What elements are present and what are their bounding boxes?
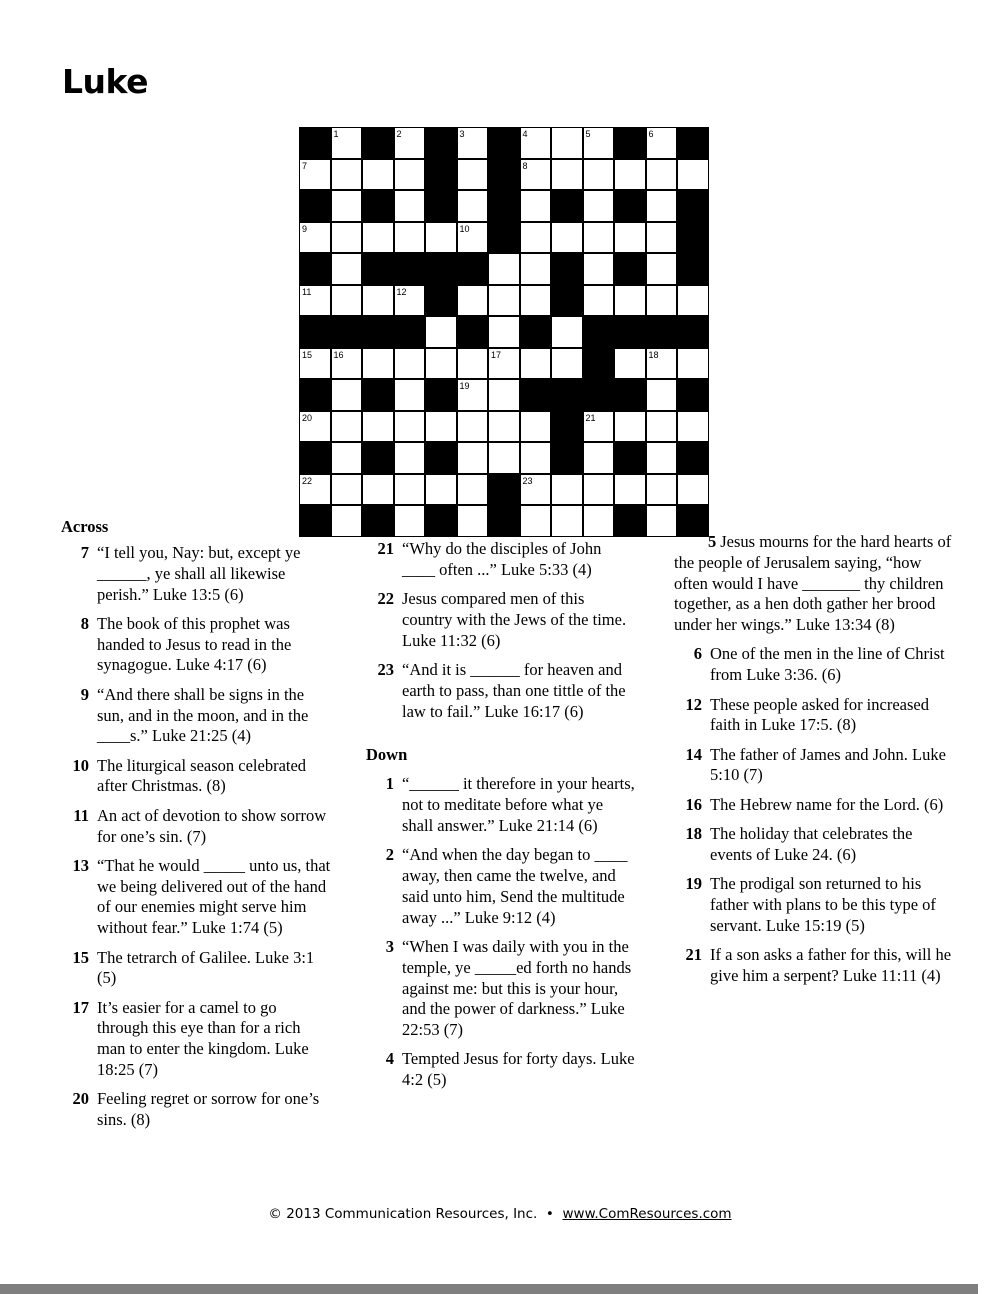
grid-cell[interactable]	[678, 349, 708, 379]
clue-number: 11	[73, 805, 89, 825]
grid-block	[363, 380, 393, 410]
cell-number: 8	[522, 160, 528, 171]
clue-item	[366, 774, 638, 836]
clue-text: The holiday that celebrates the events of Luke 24. (6)	[710, 824, 913, 864]
clue-column-3	[674, 532, 954, 995]
grid-block	[300, 380, 330, 410]
clue-number: 6	[693, 644, 702, 664]
clue-number: 16	[685, 794, 702, 814]
clue-column-2	[366, 539, 638, 1100]
grid-cell[interactable]	[521, 223, 551, 253]
grid-cell[interactable]	[458, 223, 488, 253]
grid-cell[interactable]	[521, 191, 551, 221]
grid-cell[interactable]	[584, 160, 614, 190]
grid-cell[interactable]	[678, 160, 708, 190]
grid-block	[426, 380, 456, 410]
grid-cell[interactable]	[647, 506, 677, 536]
grid-cell[interactable]	[426, 475, 456, 505]
clue-text: “And when the day began to ____ away, then came the twelve, and said unto him, Send the multitude away ...” Luke 9:12 (4)	[402, 845, 628, 927]
grid-cell[interactable]	[647, 286, 677, 316]
grid-block	[552, 380, 582, 410]
grid-cell[interactable]	[363, 412, 393, 442]
clue-text: The prodigal son returned to his father with plans to be this type of servant. Luke 15:19 (5)	[710, 874, 936, 935]
grid-block	[584, 317, 614, 347]
clue-number: 21	[377, 539, 394, 558]
clue-number: 14	[685, 744, 702, 764]
down-heading: Down	[366, 745, 408, 765]
clue-item	[674, 644, 954, 686]
clue-item	[674, 795, 954, 816]
grid-cell[interactable]	[584, 191, 614, 221]
cell-number: 17	[491, 349, 502, 360]
grid-block	[584, 380, 614, 410]
clue-text: Tempted Jesus for forty days. Luke 4:2 (5)	[402, 1049, 635, 1090]
grid-cell[interactable]	[647, 191, 677, 221]
grid-cell[interactable]	[647, 128, 677, 158]
grid-cell[interactable]	[552, 349, 582, 379]
grid-cell[interactable]	[363, 223, 393, 253]
clue-number: 23	[377, 659, 394, 679]
grid-cell[interactable]	[332, 349, 362, 379]
grid-cell[interactable]	[584, 475, 614, 505]
clue-item	[366, 845, 638, 928]
grid-cell[interactable]	[521, 412, 551, 442]
grid-cell[interactable]	[489, 254, 519, 284]
clue-text: “And it is ______ for heaven and earth to pass, than one tittle of the law to fail.” Luke 16:17 (6)	[402, 659, 626, 721]
clue-item	[674, 695, 954, 737]
grid-cell[interactable]	[458, 160, 488, 190]
clue-text: “That he would _____ unto us, that we being delivered out of the hand of our enemies might serve him without fear.” Luke 1:74 (5)	[97, 855, 331, 938]
clue-text: “______ it therefore in your hearts, not to meditate before what ye shall answer.” Luke 21:14 (6)	[402, 774, 635, 835]
clue-number: 1	[385, 774, 394, 794]
clue-text: “And there shall be signs in the sun, and in the moon, and in the ____s.” Luke 21:25 (4)	[97, 684, 309, 746]
grid-block	[615, 191, 645, 221]
grid-cell[interactable]	[615, 286, 645, 316]
grid-cell[interactable]	[426, 412, 456, 442]
clue-number: 19	[685, 874, 702, 894]
grid-cell[interactable]	[521, 160, 551, 190]
grid-cell[interactable]	[300, 286, 330, 316]
grid-block	[584, 349, 614, 379]
cell-number: 13	[554, 286, 565, 297]
grid-cell[interactable]	[363, 286, 393, 316]
grid-cell[interactable]	[489, 286, 519, 316]
grid-cell[interactable]	[552, 223, 582, 253]
grid-block	[332, 317, 362, 347]
clue-number: 12	[685, 694, 702, 714]
grid-block	[489, 160, 519, 190]
clue-item	[366, 539, 638, 581]
clue-item	[61, 685, 331, 747]
grid-cell[interactable]	[395, 191, 425, 221]
grid-block	[678, 223, 708, 253]
clue-item	[61, 543, 331, 605]
clue-text: These people asked for increased faith in Luke 17:5. (8)	[710, 694, 929, 735]
grid-cell[interactable]	[300, 412, 330, 442]
grid-block	[363, 254, 393, 284]
grid-cell[interactable]	[332, 160, 362, 190]
clue-number: 18	[685, 824, 702, 844]
clue-item	[61, 856, 331, 939]
grid-cell[interactable]	[584, 412, 614, 442]
grid-cell[interactable]	[615, 349, 645, 379]
clue-text: The tetrarch of Galilee. Luke 3:1 (5)	[97, 947, 315, 988]
grid-cell[interactable]	[647, 412, 677, 442]
cell-number: 15	[302, 349, 313, 360]
grid-cell[interactable]	[300, 475, 330, 505]
grid-cell[interactable]	[647, 475, 677, 505]
grid-cell[interactable]	[395, 349, 425, 379]
grid-cell[interactable]	[615, 223, 645, 253]
clue-text: “Why do the disciples of John ____ often ...” Luke 5:33 (4)	[402, 539, 602, 579]
clue-item	[61, 614, 331, 676]
grid-cell[interactable]	[489, 412, 519, 442]
clue-item	[366, 660, 638, 722]
clue-text: Jesus compared men of this country with the Jews of the time. Luke 11:32 (6)	[402, 589, 627, 650]
clue-item	[366, 937, 638, 1041]
grid-block	[395, 254, 425, 284]
grid-cell[interactable]	[521, 475, 551, 505]
clue-item	[61, 948, 331, 990]
cell-number: 14	[522, 318, 533, 328]
grid-block	[678, 254, 708, 284]
grid-block	[426, 286, 456, 316]
grid-cell[interactable]	[647, 254, 677, 284]
clue-text: “When I was daily with you in the temple, ye _____ed forth no hands against me: but this is your hour, and the power of darkness.” Luke 22:53 (7)	[402, 936, 632, 1040]
clue-text: The Hebrew name for the Lord. (6)	[710, 794, 944, 814]
grid-cell[interactable]	[395, 128, 425, 158]
grid-cell[interactable]	[426, 349, 456, 379]
grid-cell[interactable]	[332, 475, 362, 505]
grid-cell[interactable]	[647, 349, 677, 379]
grid-block	[615, 443, 645, 473]
page-title: Luke	[62, 62, 148, 101]
cell-number: 5	[585, 129, 591, 139]
grid-cell[interactable]	[552, 128, 582, 158]
grid-block	[615, 506, 645, 536]
clue-number: 22	[377, 589, 394, 609]
cell-number: 4	[522, 129, 528, 139]
grid-cell[interactable]	[552, 506, 582, 536]
grid-cell[interactable]	[678, 475, 708, 505]
grid-cell[interactable]	[615, 475, 645, 505]
grid-cell[interactable]	[426, 223, 456, 253]
clue-item	[674, 745, 954, 787]
clue-text: “I tell you, Nay: but, except ye ______, ye shall all likewise perish.” Luke 13:5 (6)	[97, 543, 301, 604]
cell-number: 3	[459, 129, 465, 139]
grid-block	[395, 317, 425, 347]
grid-block	[363, 317, 393, 347]
clue-text: An act of devotion to show sorrow for one’s sin. (7)	[97, 805, 327, 846]
cell-number: 6	[648, 129, 654, 139]
clue-text: The liturgical season celebrated after Christmas. (8)	[97, 755, 307, 796]
clue-text: One of the men in the line of Christ from Luke 3:36. (6)	[710, 644, 945, 685]
grid-block	[300, 317, 330, 347]
grid-cell[interactable]	[615, 412, 645, 442]
cell-number: 22	[302, 475, 313, 486]
grid-block	[426, 506, 456, 536]
grid-cell[interactable]	[552, 160, 582, 190]
clue-text: The book of this prophet was handed to Jesus to read in the synagogue. Luke 4:17 (6)	[97, 613, 292, 675]
grid-block	[615, 128, 645, 158]
grid-cell[interactable]	[332, 254, 362, 284]
grid-cell[interactable]	[395, 160, 425, 190]
grid-cell[interactable]	[395, 380, 425, 410]
grid-cell[interactable]	[458, 506, 488, 536]
grid-block	[300, 128, 330, 158]
clue-number: 20	[72, 1089, 89, 1109]
grid-block	[521, 317, 551, 347]
grid-cell[interactable]	[521, 128, 551, 158]
grid-cell[interactable]	[647, 443, 677, 473]
grid-cell[interactable]	[521, 443, 551, 473]
grid-cell[interactable]	[395, 223, 425, 253]
grid-cell[interactable]	[395, 412, 425, 442]
clue-item	[61, 998, 331, 1081]
cell-number: 1	[333, 129, 339, 139]
grid-cell[interactable]	[521, 254, 551, 284]
grid-cell[interactable]	[458, 475, 488, 505]
cell-number: 20	[302, 412, 313, 423]
grid-cell[interactable]	[332, 223, 362, 253]
grid-cell[interactable]	[489, 317, 519, 347]
clue-text: Feeling regret or sorrow for one’s sins. (8)	[97, 1089, 320, 1130]
grid-cell[interactable]	[521, 286, 551, 316]
clue-column-1	[61, 516, 331, 1139]
footer	[0, 1206, 1000, 1222]
grid-cell[interactable]	[395, 286, 425, 316]
across-heading: Across	[61, 517, 109, 536]
grid-cell[interactable]	[647, 223, 677, 253]
grid-cell[interactable]	[332, 506, 362, 536]
grid-cell[interactable]	[521, 506, 551, 536]
grid-cell[interactable]	[521, 349, 551, 379]
bottom-bar	[0, 1284, 978, 1294]
grid-cell[interactable]	[300, 223, 330, 253]
grid-cell[interactable]	[678, 286, 708, 316]
grid-cell[interactable]	[458, 443, 488, 473]
grid-block	[615, 380, 645, 410]
grid-block	[615, 317, 645, 347]
grid-cell[interactable]	[300, 160, 330, 190]
grid-cell[interactable]	[363, 475, 393, 505]
grid-cell[interactable]	[584, 254, 614, 284]
grid-cell[interactable]	[458, 349, 488, 379]
grid-block	[552, 412, 582, 442]
cell-number: 7	[302, 160, 308, 171]
grid-block	[363, 191, 393, 221]
grid-block	[300, 191, 330, 221]
cell-number: 18	[648, 349, 659, 360]
clue-text: It’s easier for a camel to go through this eye than for a rich man to enter the kingdom. Luke 18:25 (7)	[97, 997, 309, 1080]
cell-number: 21	[585, 412, 596, 423]
grid-block	[678, 191, 708, 221]
clue-item	[366, 589, 638, 651]
cell-number: 10	[459, 223, 470, 234]
grid-cell[interactable]	[363, 160, 393, 190]
clue-number: 15	[72, 947, 89, 967]
grid-block	[647, 317, 677, 347]
clue-item	[61, 1089, 331, 1131]
grid-block	[363, 443, 393, 473]
clue-item	[61, 756, 331, 798]
grid-cell[interactable]	[395, 475, 425, 505]
grid-cell[interactable]	[332, 412, 362, 442]
grid-cell[interactable]	[615, 160, 645, 190]
clue-number: 2	[385, 845, 394, 865]
clue-number: 3	[385, 936, 394, 956]
grid-cell[interactable]	[395, 506, 425, 536]
grid-block	[458, 254, 488, 284]
grid-cell[interactable]	[489, 380, 519, 410]
copyright-text: © 2013 Communication Resources, Inc.	[268, 1206, 538, 1222]
grid-cell[interactable]	[458, 412, 488, 442]
grid-cell[interactable]	[584, 286, 614, 316]
grid-cell[interactable]	[363, 349, 393, 379]
grid-cell[interactable]	[332, 128, 362, 158]
website-link[interactable]: www.ComResources.com	[562, 1206, 732, 1222]
grid-block	[615, 254, 645, 284]
cell-number: 2	[396, 129, 402, 139]
grid-cell[interactable]	[584, 223, 614, 253]
grid-block	[426, 443, 456, 473]
grid-cell[interactable]	[647, 380, 677, 410]
grid-cell[interactable]	[300, 349, 330, 379]
grid-block	[489, 128, 519, 158]
grid-block	[678, 380, 708, 410]
grid-block	[489, 475, 519, 505]
clue-number: 13	[72, 855, 89, 875]
grid-block	[363, 506, 393, 536]
cell-number: 11	[302, 286, 312, 297]
cell-number: 19	[459, 381, 470, 391]
grid-block	[678, 443, 708, 473]
grid-block	[552, 254, 582, 284]
grid-block	[426, 191, 456, 221]
grid-cell[interactable]	[458, 128, 488, 158]
grid-block	[363, 128, 393, 158]
clue-item	[674, 532, 954, 636]
clue-text: Jesus mourns for the hard hearts of the people of Jerusalem saying, “how often would I have _______ thy children together, as a hen doth gather her brood under her wings.” Luke 13:34 (8)	[674, 532, 952, 635]
grid-block	[300, 254, 330, 284]
grid-block	[489, 223, 519, 253]
grid-cell[interactable]	[489, 349, 519, 379]
cell-number: 9	[302, 223, 308, 234]
grid-block	[489, 506, 519, 536]
grid-block	[458, 317, 488, 347]
clue-item	[61, 806, 331, 848]
grid-cell[interactable]	[332, 286, 362, 316]
grid-block	[552, 191, 582, 221]
cell-number: 16	[333, 349, 344, 360]
clue-number: 17	[72, 997, 89, 1017]
grid-cell[interactable]	[552, 317, 582, 347]
cell-number: 23	[522, 475, 533, 486]
grid-cell[interactable]	[458, 380, 488, 410]
bullet-separator: •	[545, 1206, 554, 1222]
grid-block	[552, 443, 582, 473]
grid-cell[interactable]	[678, 412, 708, 442]
grid-block	[678, 317, 708, 347]
grid-cell[interactable]	[489, 443, 519, 473]
grid-cell[interactable]	[426, 317, 456, 347]
clue-item	[366, 1049, 638, 1091]
grid-block	[489, 191, 519, 221]
clue-item	[674, 945, 954, 987]
grid-cell[interactable]	[332, 191, 362, 221]
grid-block	[552, 286, 582, 316]
grid-cell[interactable]	[395, 443, 425, 473]
grid-cell[interactable]	[552, 475, 582, 505]
clue-number: 4	[385, 1049, 394, 1069]
clue-number: 9	[80, 684, 89, 704]
grid-cell[interactable]	[584, 128, 614, 158]
clue-number: 10	[72, 755, 89, 775]
grid-cell[interactable]	[458, 286, 488, 316]
grid-cell[interactable]	[647, 160, 677, 190]
cell-number: 12	[396, 286, 407, 297]
grid-cell[interactable]	[458, 191, 488, 221]
clue-number: 8	[80, 613, 89, 633]
grid-block	[426, 254, 456, 284]
grid-block	[521, 380, 551, 410]
grid-cell[interactable]	[332, 443, 362, 473]
grid-cell[interactable]	[332, 380, 362, 410]
clue-text: The father of James and John. Luke 5:10 (7)	[710, 744, 946, 785]
clue-number: 5	[708, 532, 717, 551]
clue-number: 21	[685, 945, 702, 965]
crossword-grid	[299, 127, 709, 537]
clue-text: If a son asks a father for this, will he give him a serpent? Luke 11:11 (4)	[710, 945, 952, 985]
grid-block	[426, 160, 456, 190]
clue-item	[674, 874, 954, 936]
clue-number: 7	[80, 543, 89, 562]
clue-item	[674, 824, 954, 866]
grid-block	[426, 128, 456, 158]
grid-cell[interactable]	[584, 443, 614, 473]
grid-block	[300, 443, 330, 473]
grid-block	[678, 128, 708, 158]
grid-cell[interactable]	[584, 506, 614, 536]
